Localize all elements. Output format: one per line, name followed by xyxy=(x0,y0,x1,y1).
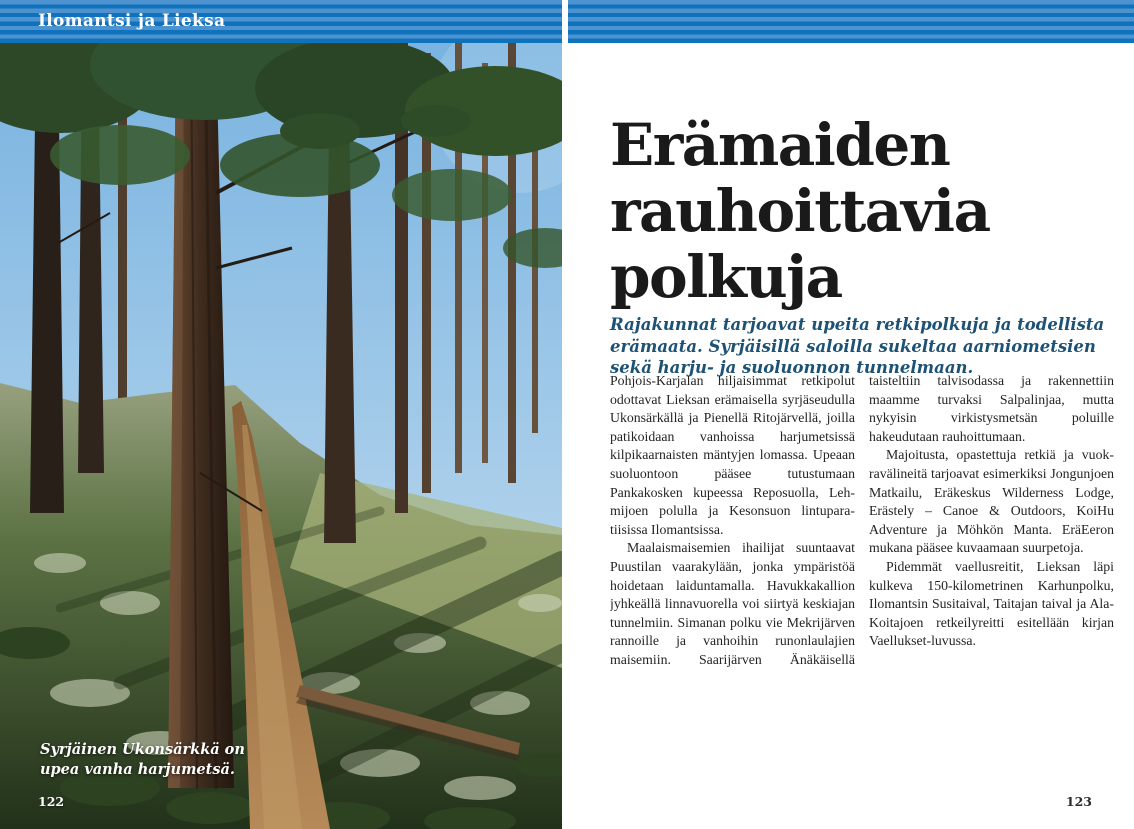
article-body xyxy=(610,372,1114,684)
forest-esker-photo xyxy=(0,43,562,829)
body-paragraph: Pidemmät vaellusreitit, Lieksan läpi kulkeva 150-kilometrinen Karhunpolku, Ilomantsin Susitaival, Taitajan taival ja Ala-Koitajoen retkeilyreitti esitellään kirjan Vaellukset-luvussa. xyxy=(869,558,1114,649)
body-paragraph: Majoitusta, opastettuja retkiä ja vuokravälineitä tarjoavat esimerkiksi Jongunjoen Matkailu, Eräkeskus Wilderness Lodge, Erästely – Canoe & Outdoors, KoiHu Adventure ja Möhkön Manta. EräEeron mukana pääsee kuvaamaan suurpetoja. xyxy=(869,447,1114,556)
chapter-title: Ilomantsi ja Lieksa xyxy=(38,11,226,31)
page-number-left: 122 xyxy=(38,794,65,809)
photo-caption: Syrjäinen Ukonsärkkä on upea vanha harjumetsä. xyxy=(40,741,245,778)
page-number-right: 123 xyxy=(1065,794,1092,809)
article-headline: Erämaiden rauhoittavia polkuja xyxy=(610,111,990,311)
left-page xyxy=(0,0,562,829)
body-paragraph: Pohjois-Karjalan hiljaisimmat retkipolut odottavat Lieksan erämaisella syrjäseudulla Ukonsärkällä ja Pienellä Ritojärvellä, joilla patikoidaan vanhoissa harjumetsissä kilpikaarnaisten mäntyjen lomassa. Upeaan suoluontoon pääsee tutustumaan Pankakosken kupeessa Reposuolla, Lehmijoen polulla ja Kesonsuon lintuparatiisissa Ilomantsissa. xyxy=(610,373,855,537)
right-page xyxy=(568,0,1134,829)
article-lede: Rajakunnat tarjoavat upeita retkipolkuja ja todellista erämaata. Syrjäisillä saloilla sukeltaa aarniometsien sekä harju- ja suoluonnon tunnelmaan. xyxy=(610,315,1105,377)
body-paragraph: Maalaismaisemien ihailijat suuntaavat Puustilan vaarakylään, jonka ympäristöä hoidetaan laiduntamalla. Havukkakallion jyhkeällä linnavuorella voi siirtyä keskiajan tunnelmiin. Simanan polku vie Mekrijärven rannoille ja vanhoihin runonlaulajien maisemiin. Saarijärven Änäkäisellä taisteltiin talvisodassa ja rakennettiin maamme turvaksi Salpalinjaa, mutta nykyisin virkistysmetsän poluille hakeudutaan rauhoittumaan. xyxy=(610,373,1114,667)
page-gutter xyxy=(562,0,568,829)
